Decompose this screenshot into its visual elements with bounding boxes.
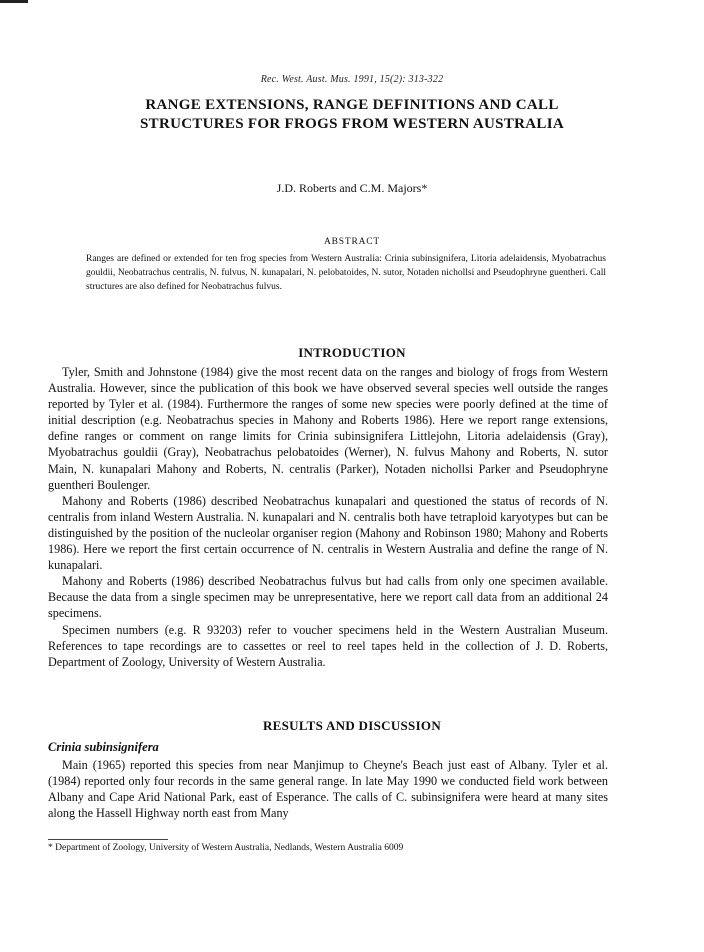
results-body [48, 757, 608, 821]
title-line-1: RANGE EXTENSIONS, RANGE DEFINITIONS AND CALL [145, 97, 559, 113]
paper-title [60, 96, 644, 134]
intro-paragraph-3: Mahony and Roberts (1986) described Neobatrachus fulvus but had calls from only one specimen available. Because the data from a single specimen may be unrepresentative, here we report call data from an additional 24 specimens. [48, 574, 608, 621]
introduction-body [48, 364, 608, 670]
intro-paragraph-4: Specimen numbers (e.g. R 93203) refer to voucher specimens held in the Western Australian Museum. References to tape recordings are to cassettes or reel to reel tapes held in the collection of J. D. Roberts, Department of Zoology, University of Western Australia. [48, 622, 608, 669]
journal-citation: Rec. West. Aust. Mus. 1991, 15(2): 313-322 [260, 74, 444, 85]
intro-paragraph-1: Tyler, Smith and Johnstone (1984) give the most recent data on the ranges and biology of frogs from Western Australia. However, since the publication of this book we have observed several species well outside the ranges reported by Tyler et al. (1984). Furthermore the ranges of some new species were poorly defined at the time of initial description (e.g. Neobatrachus species in Mahony and Roberts 1986). Here we report range extensions, define ranges or comment on range limits for Crinia subinsignifera Littlejohn, Litoria adelaidensis (Gray), Myobatrachus gouldii (Gray), Neobatrachus pelobatoides (Werner), N. fulvus Mahony and Roberts, N. sutor Main, N. kunapalari Mahony and Roberts, N. centralis (Parker), Notaden nichollsi Parker and Pseudophryne guentheri Boulenger. [48, 365, 608, 492]
species-subheading: Crinia subinsignifera [48, 740, 159, 754]
introduction-heading: INTRODUCTION [298, 345, 406, 360]
abstract-text: Ranges are defined or extended for ten frog species from Western Australia: Crinia subinsignifera, Litoria adelaidensis, Myobatrachus gouldii, Neobatrachus centralis, N. fulvus, N. kunapalari, N. pelobatoides, N. sutor, Notaden nichollsi and Pseudophryne guentheri. Call structures are also defined for Neobatrachus fulvus. [86, 254, 606, 292]
abstract-heading: ABSTRACT [323, 237, 381, 247]
intro-paragraph-2: Mahony and Roberts (1986) described Neobatrachus kunapalari and questioned the status of records of N. centralis from inland Western Australia. N. kunapalari and N. centralis both have tetraploid karyotypes but can be distinguished by the position of the nucleolar organiser region (Mahony and Robinson 1980; Mahony and Roberts 1986). Here we report the first certain occurrence of N. centralis in Western Australia and define the range of N. kunapalari. [48, 493, 608, 573]
author-footnote: * Department of Zoology, University of Western Australia, Nedlands, Western Australia 6009 [48, 843, 404, 853]
results-paragraph-1: Main (1965) reported this species from near Manjimup to Cheyne's Beach just east of Albany. Tyler et al. (1984) reported only four records in the same general range. In late May 1990 we conducted field work between Albany and Cape Arid National Park, east of Esperance. The calls of C. subinsignifera were heard at many sites along the Hassell Highway north east from Many [48, 758, 608, 821]
title-line-2: STRUCTURES FOR FROGS FROM WESTERN AUSTRALIA [140, 116, 564, 132]
results-heading: RESULTS AND DISCUSSION [262, 718, 442, 733]
author-list: J.D. Roberts and C.M. Majors* [276, 181, 428, 195]
footnote-rule [48, 839, 168, 840]
